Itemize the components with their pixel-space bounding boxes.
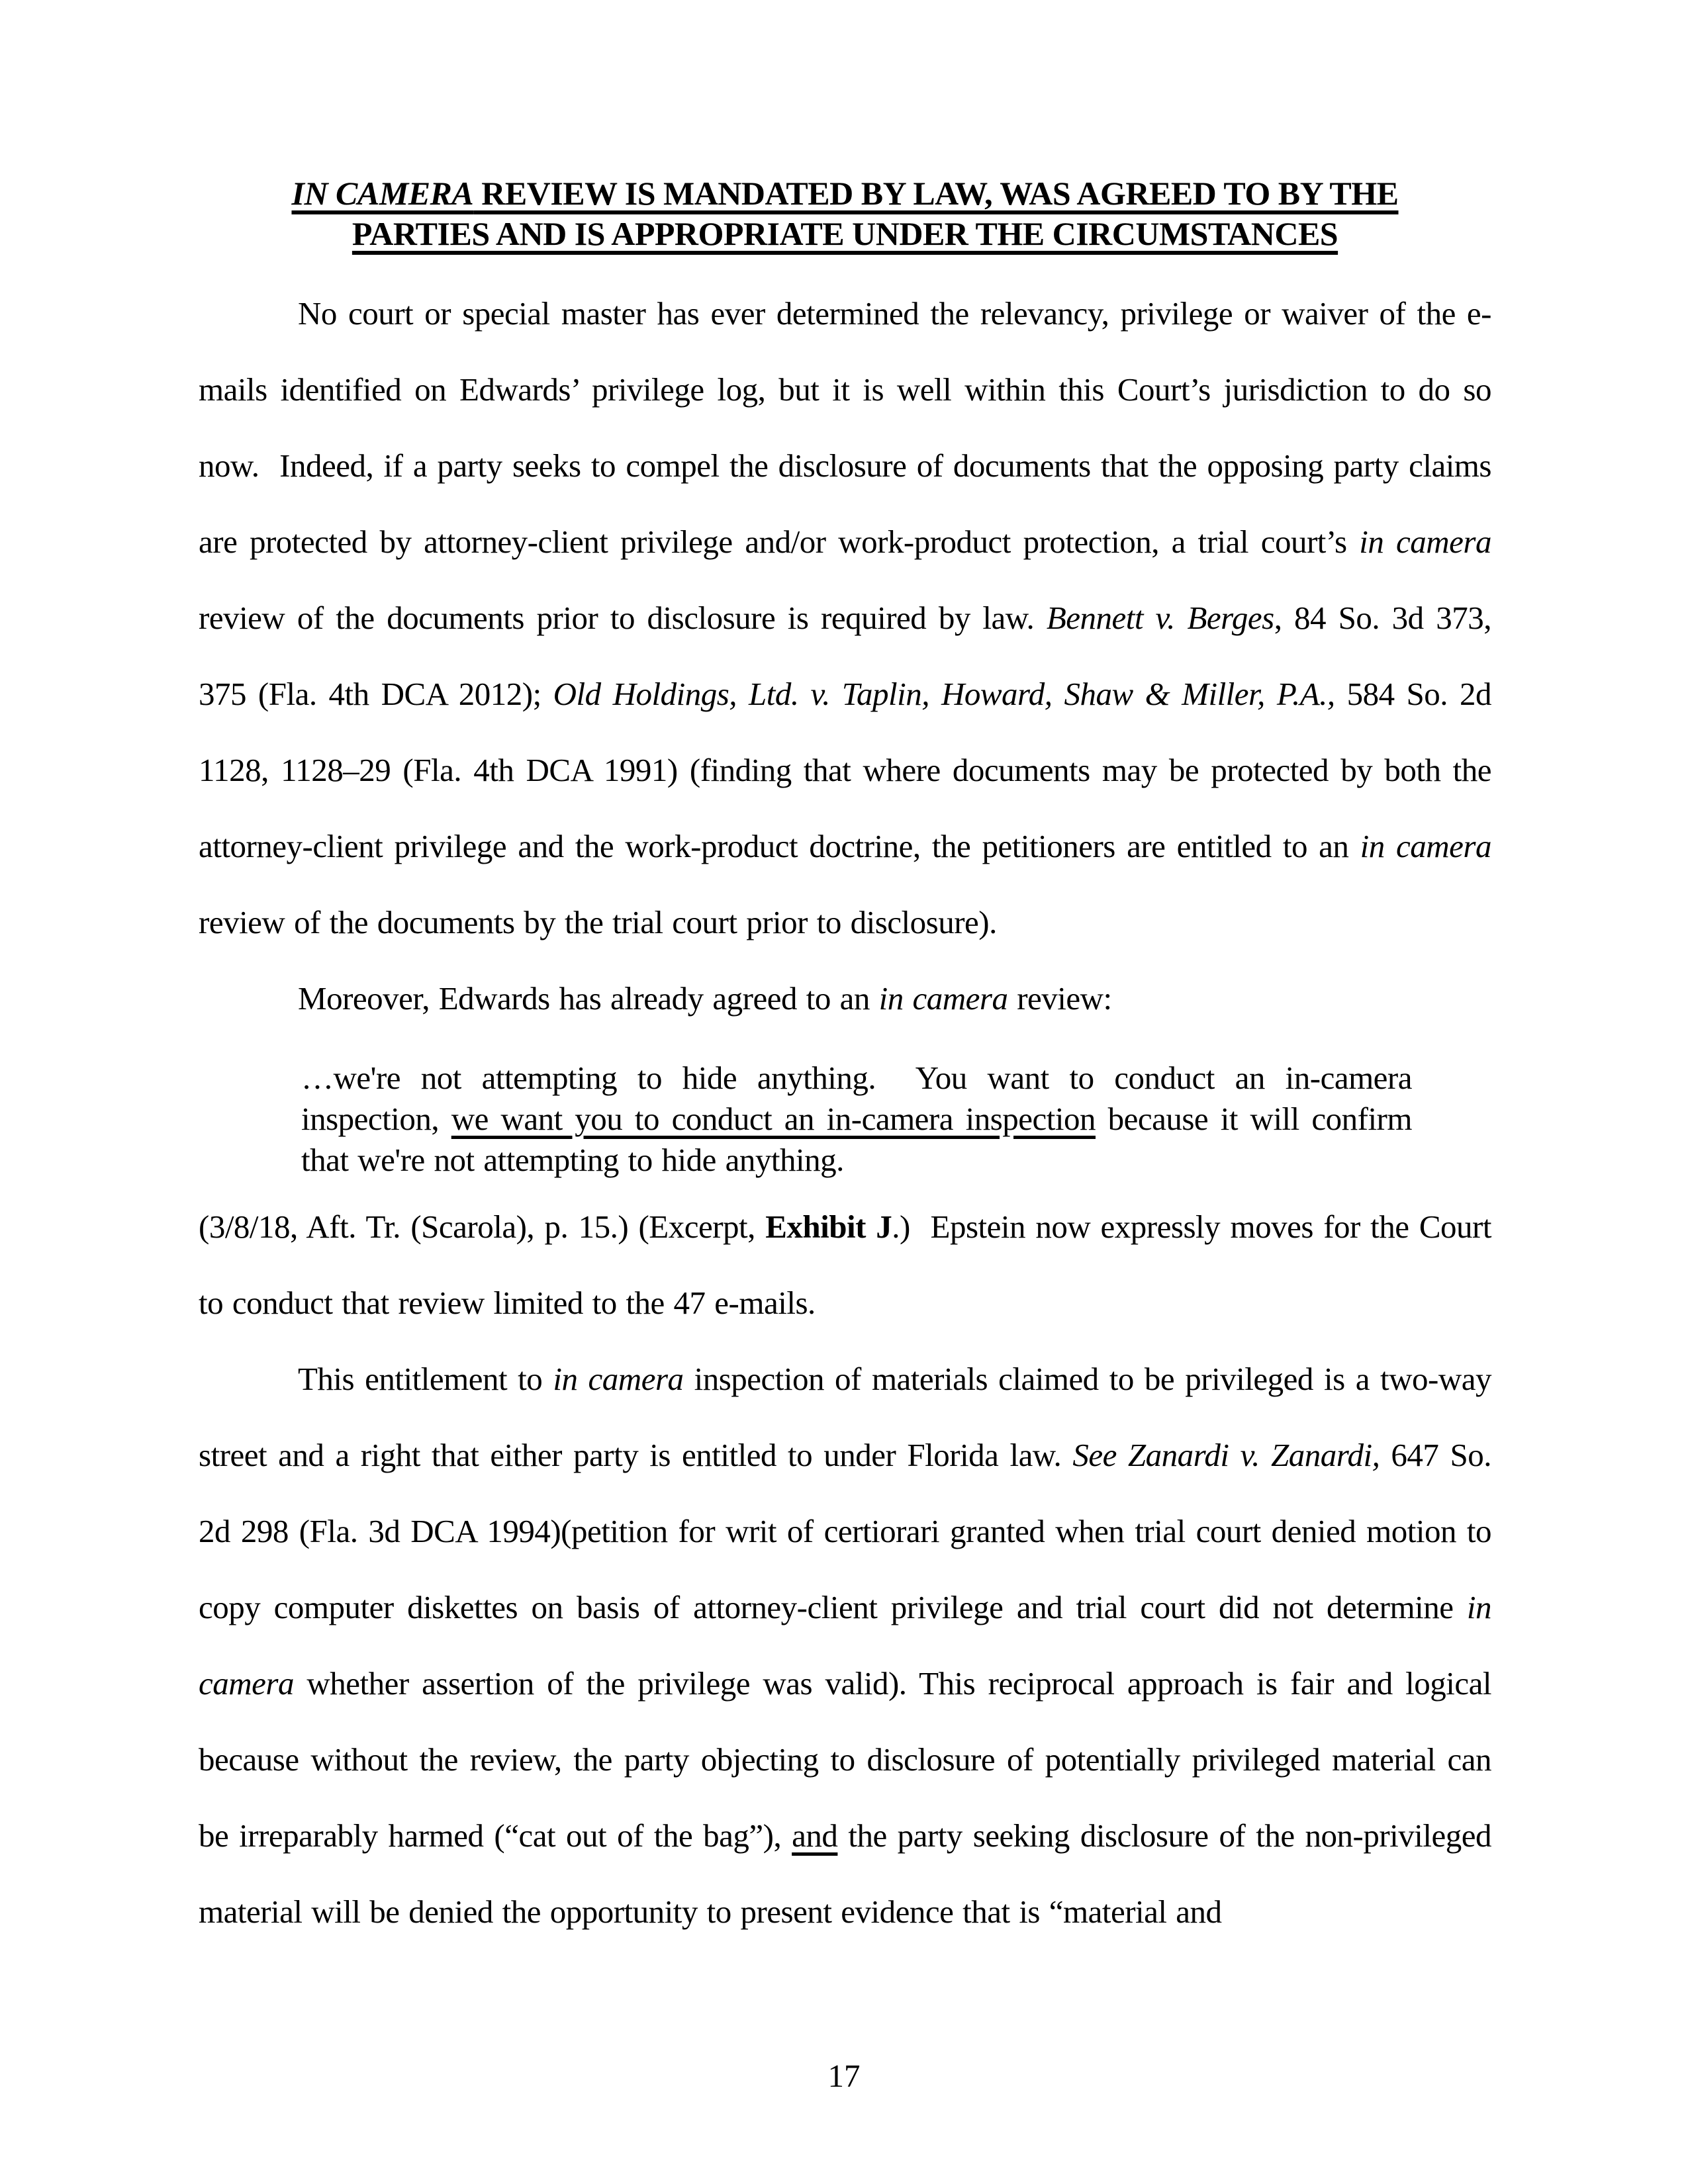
text-run: review of the documents by the trial court prior to disclosure).: [199, 904, 997, 940]
text-run: This entitlement to: [298, 1361, 553, 1397]
paragraph-edwards-agreed: [199, 960, 1491, 1036]
paragraph-transcript-citation: [199, 1189, 1491, 1341]
text-run: IN CAMERA: [291, 175, 474, 212]
text-run: we want you to conduct an in-camera inspection: [451, 1101, 1096, 1137]
text-run: in camera: [199, 1589, 1491, 1702]
text-run: REVIEW IS MANDATED BY LAW, WAS AGREED TO BY THE: [473, 175, 1399, 212]
text-run: No court or special master has ever determined the relevancy, privilege or waiver of the e-mails identified on Edwards’ privilege log, but it is well within this Court’s jurisdiction to do so now. Indeed, if a party seeks to compel the disclosure of documents that the opposing party claims are protected by attorney-client privilege and/or work-product protection, a trial court’s: [199, 295, 1491, 560]
text-run: review:: [1008, 980, 1112, 1017]
text-run: the party seeking disclosure of the non-privileged material will be denied the opportunity to present evidence that is “material and: [199, 1817, 1492, 1930]
document-body: [199, 275, 1491, 1950]
text-run: whether assertion of the privilege was valid). This reciprocal approach is fair and logical because without the review, the party objecting to disclosure of potentially privileged material can be irreparably harmed (“cat out of the bag”),: [199, 1665, 1491, 1854]
text-run: PARTIES AND IS APPROPRIATE UNDER THE CIRCUMSTANCES: [352, 215, 1338, 252]
block-quote-transcript-excerpt: [301, 1058, 1412, 1181]
text-run: review of the documents prior to disclosure is required by law.: [199, 600, 1047, 636]
text-run: Bennett v. Berges: [1046, 600, 1274, 636]
page-number: 17: [827, 2058, 861, 2094]
text-run: inspection of materials claimed to be privileged is a two-way street and a right that either party is entitled to under Florida law.: [199, 1361, 1491, 1473]
text-run: in camera: [1359, 523, 1491, 560]
text-run: and: [792, 1817, 838, 1854]
text-run: in camera: [553, 1361, 684, 1397]
text-run: in camera: [878, 980, 1008, 1017]
text-run: 647 So. 2d 298 (Fla. 3d DCA 1994)(petition for writ of certiorari granted when trial court denied motion to copy computer diskettes on basis of attorney-client privilege and trial court did not determine: [199, 1437, 1491, 1625]
text-run: in camera: [1360, 828, 1491, 864]
text-run: Old Holdings, Ltd. v. Taplin, Howard, Shaw & Miller, P.A.,: [553, 676, 1335, 712]
paragraph-two-way-street: [199, 1341, 1491, 1950]
text-run: 584 So. 2d 1128, 1128–29 (Fla. 4th DCA 1991) (finding that where documents may be protected by both the attorney-client privilege and the work-product doctrine, the petitioners are entitled to an: [199, 676, 1491, 864]
text-run: Exhibit J: [765, 1208, 892, 1245]
text-run: See Zanardi v. Zanardi,: [1072, 1437, 1380, 1473]
document-content: [199, 173, 1491, 1950]
text-run: …we're not attempting to hide anything. You want to conduct an in-camera inspection,: [301, 1060, 1412, 1137]
text-run: , 84 So. 3d 373, 375 (Fla. 4th DCA 2012);: [199, 600, 1491, 712]
paragraph-mandated-by-law: [199, 275, 1491, 960]
text-run: because it will confirm that we're not attempting to hide anything.: [301, 1101, 1412, 1178]
text-run: (3/8/18, Aft. Tr. (Scarola), p. 15.) (Excerpt,: [199, 1208, 766, 1245]
text-run: .) Epstein now expressly moves for the Court to conduct that review limited to the 47 e-mails.: [199, 1208, 1491, 1321]
text-run: Moreover, Edwards has already agreed to an: [298, 980, 879, 1017]
section-heading: [199, 173, 1491, 254]
